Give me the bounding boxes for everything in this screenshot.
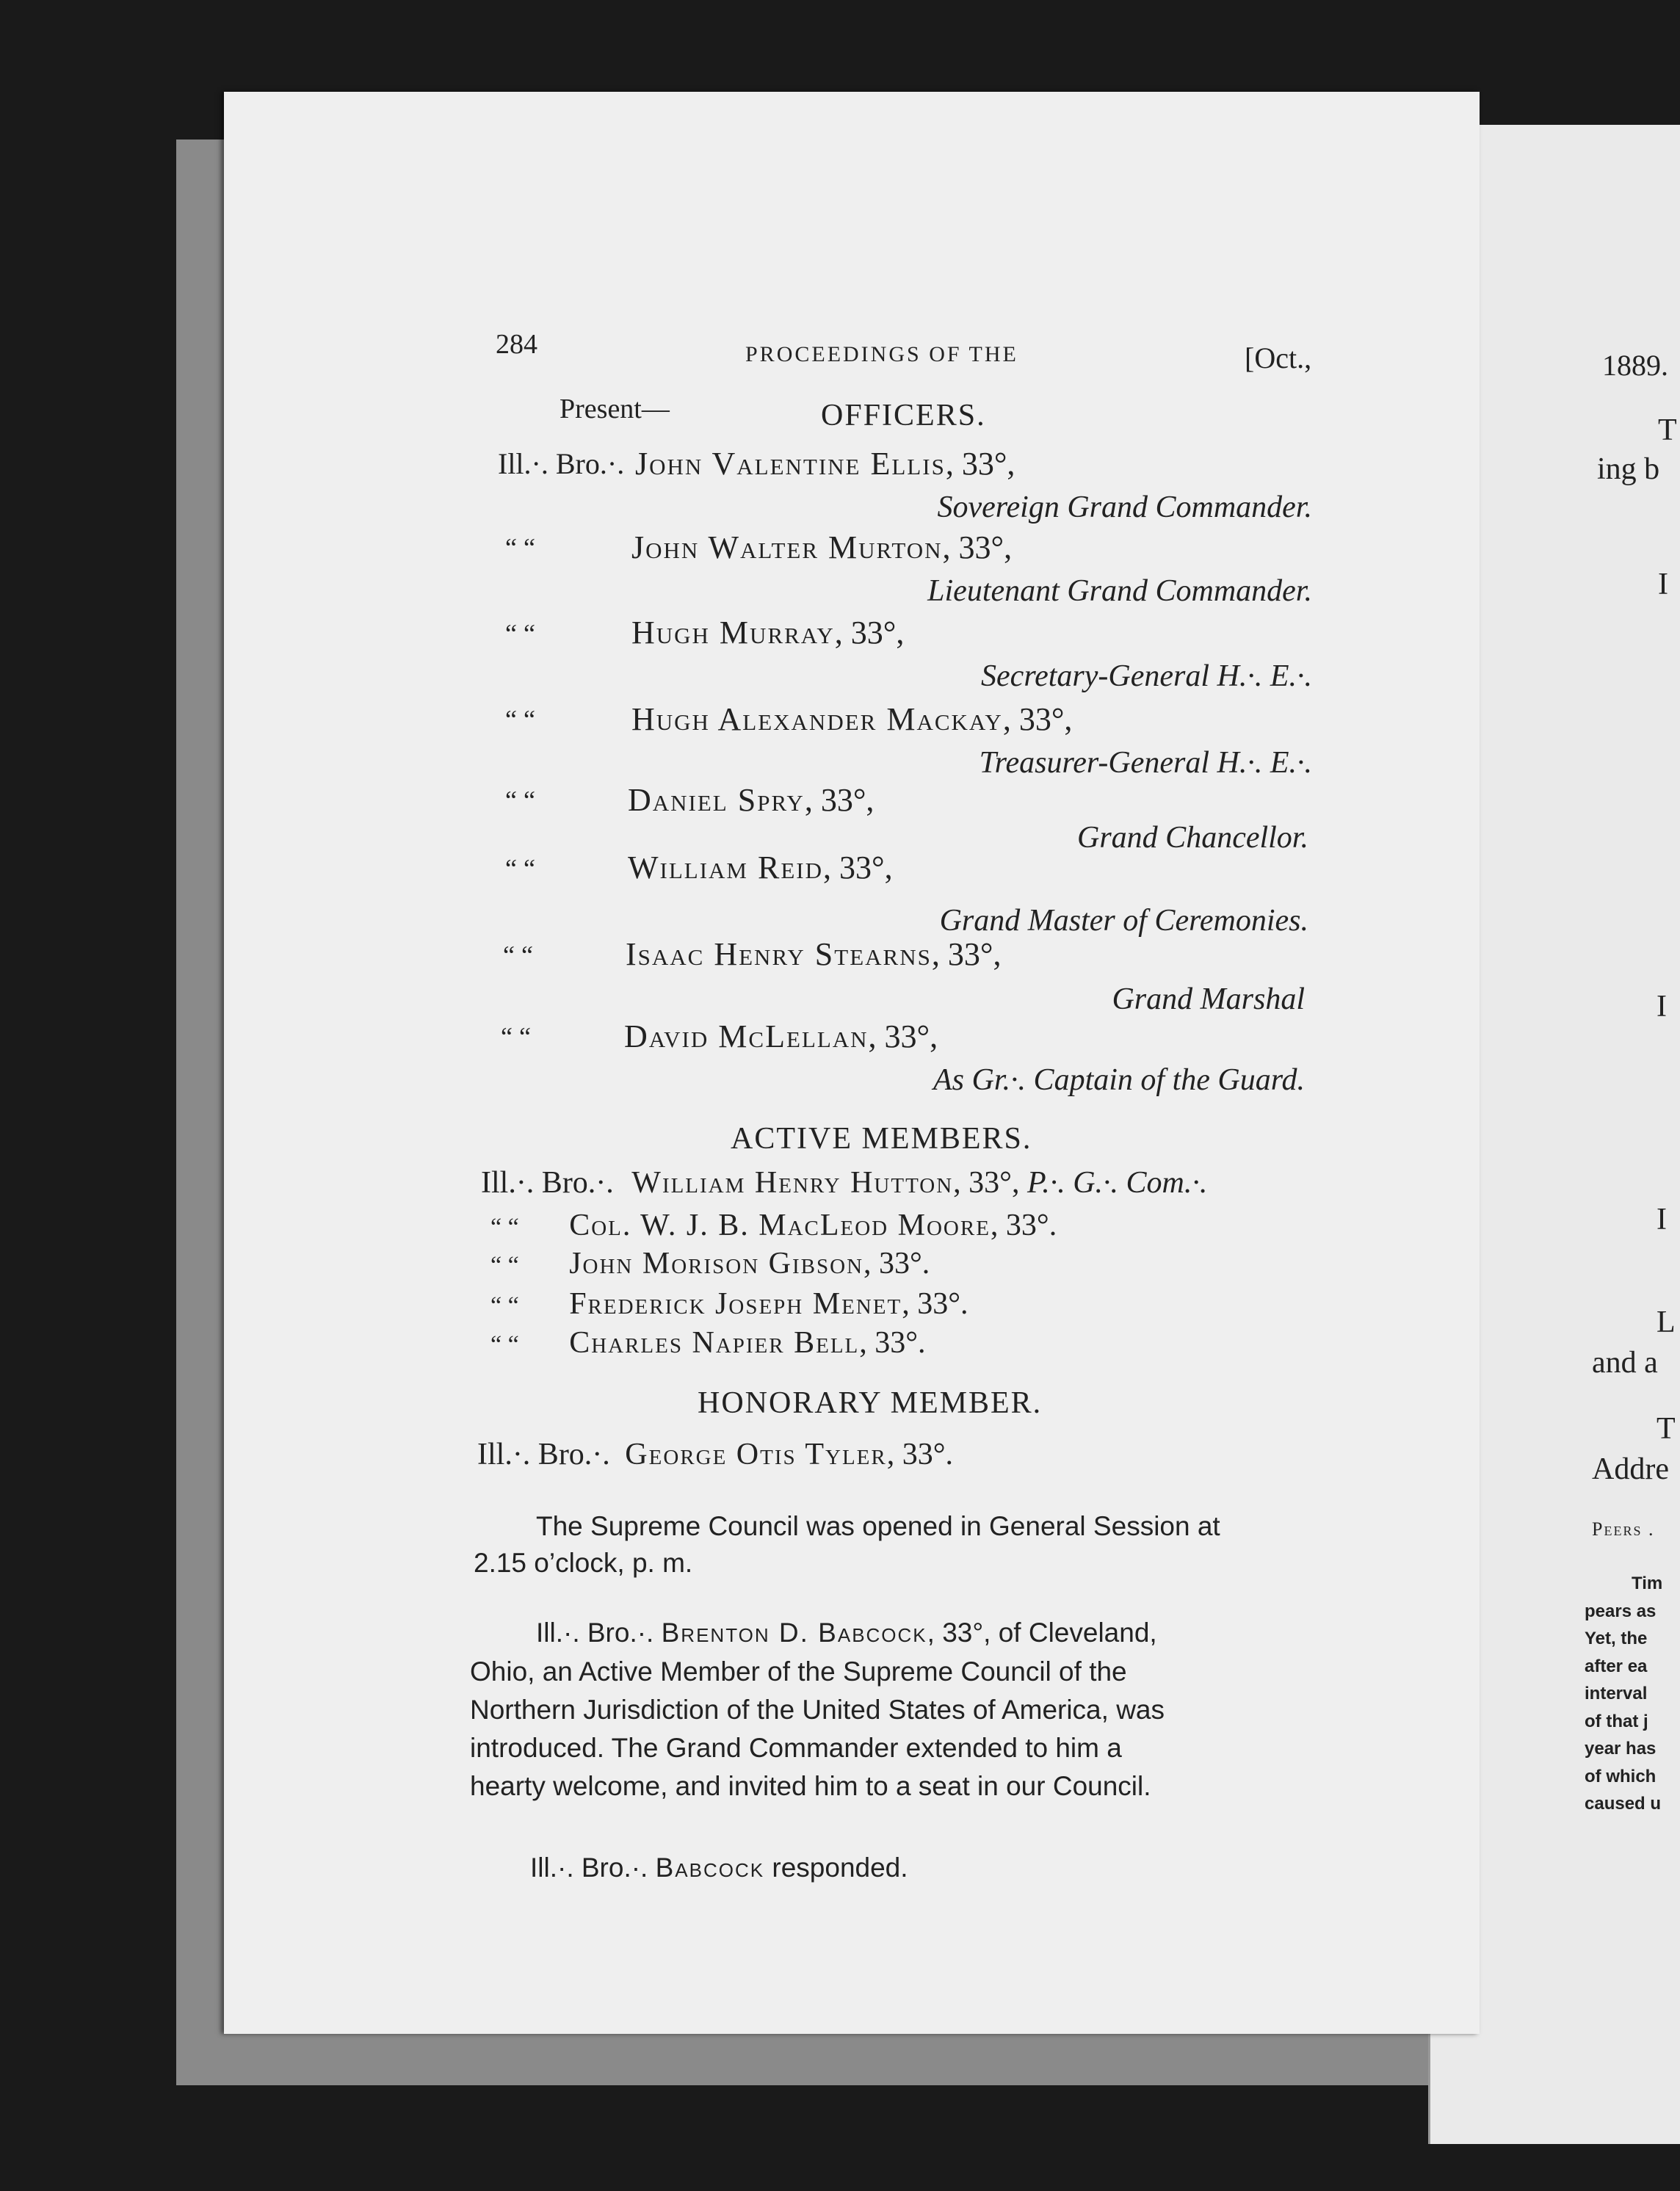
member-suffix: P.·. G.·. Com.·. <box>1027 1166 1208 1200</box>
ditto-mark: “ “ <box>505 619 535 648</box>
paragraph-line: The Supreme Council was opened in General Session at <box>536 1511 1220 1541</box>
officer-name: John Valentine Ellis <box>635 446 946 482</box>
paragraph-text: , 33°, of Cleveland, <box>927 1618 1157 1648</box>
text-fragment: and a <box>1592 1346 1658 1380</box>
officer-degree: , 33°, <box>804 782 875 818</box>
member-name: John Morison Gibson <box>569 1247 864 1281</box>
officer-prefix: Ill.·. Bro.·. <box>498 447 625 480</box>
officer-name: John Walter Murton <box>631 529 943 565</box>
officer-name: Daniel Spry <box>628 782 805 818</box>
officer-name: David McLellan <box>624 1018 869 1054</box>
member-name: Col. W. J. B. MacLeod Moore <box>569 1209 991 1242</box>
officer-degree: , 33°, <box>1002 701 1073 737</box>
officer-title: Sovereign Grand Commander. <box>937 490 1312 524</box>
ditto-mark: “ “ <box>505 533 535 562</box>
paragraph-line: Ohio, an Active Member of the Supreme Council of the <box>470 1656 1127 1687</box>
text-fragment: I <box>1657 1203 1667 1236</box>
person-name: Babcock <box>655 1853 765 1883</box>
officer-title: Lieutenant Grand Commander. <box>927 574 1312 608</box>
officer-name: Hugh Alexander Mackay <box>631 701 1003 737</box>
paragraph-line: hearty welcome, and invited him to a seat in our Council. <box>470 1771 1151 1801</box>
officer-name: Hugh Murray <box>631 615 835 651</box>
person-name: Brenton D. Babcock <box>661 1618 927 1648</box>
paragraph-line: introduced. The Grand Commander extended to him a <box>470 1733 1122 1763</box>
member-prefix: Ill.·. Bro.·. <box>481 1166 614 1200</box>
officer-degree: , 33°, <box>931 936 1002 972</box>
ditto-mark: “ “ <box>490 1252 519 1279</box>
officer-degree: , 33°, <box>942 529 1013 565</box>
text-fragment: Addre <box>1592 1452 1669 1486</box>
member-name: George Otis Tyler <box>625 1438 887 1471</box>
ditto-mark: “ “ <box>501 1022 531 1051</box>
member-degree: , 33°, <box>953 1166 1027 1200</box>
text-fragment: year has <box>1585 1739 1657 1759</box>
member-entry <box>490 1248 930 1279</box>
member-entry <box>490 1210 1057 1241</box>
active-members-heading: ACTIVE MEMBERS. <box>731 1122 1032 1156</box>
paragraph-text: Ill.·. Bro.·. <box>530 1853 656 1883</box>
text-fragment: L <box>1657 1305 1676 1339</box>
member-degree: , 33°. <box>990 1209 1057 1242</box>
text-fragment: of which <box>1585 1767 1657 1786</box>
officer-title: Grand Marshal <box>1112 982 1305 1016</box>
member-degree: , 33°. <box>902 1287 968 1321</box>
member-degree: , 33°. <box>863 1247 930 1281</box>
officer-name: Isaac Henry Stearns <box>626 936 932 972</box>
running-title: PROCEEDINGS OF THE <box>745 342 1018 366</box>
ditto-mark: “ “ <box>490 1292 519 1319</box>
member-name: Frederick Joseph Menet <box>569 1287 902 1321</box>
member-entry <box>481 1167 1207 1198</box>
text-fragment: pears as <box>1585 1601 1657 1621</box>
member-entry <box>490 1328 926 1358</box>
right-page-year: 1889. <box>1602 349 1668 382</box>
officer-title: Grand Master of Ceremonies. <box>939 904 1308 938</box>
date-note: [Oct., <box>1245 341 1312 374</box>
text-fragment: caused u <box>1585 1794 1662 1814</box>
present-label: Present— <box>560 394 670 424</box>
paragraph-line <box>536 1619 1157 1646</box>
officer-degree: , 33°, <box>868 1018 938 1054</box>
text-fragment: I <box>1657 990 1667 1024</box>
member-name: William Henry Hutton <box>631 1166 954 1200</box>
officer-degree: , 33°, <box>945 446 1015 482</box>
officer-degree: , 33°, <box>834 615 905 651</box>
text-fragment: T <box>1658 413 1677 447</box>
paragraph-line: Northern Jurisdiction of the United States of America, was <box>470 1695 1165 1725</box>
text-fragment: Yet, the <box>1585 1629 1648 1648</box>
text-fragment: Peers . <box>1592 1518 1655 1540</box>
ditto-mark: “ “ <box>505 705 535 734</box>
paragraph-line: 2.15 o’clock, p. m. <box>474 1548 693 1578</box>
paragraph-text: Ill.·. Bro.·. <box>536 1618 662 1648</box>
page-number: 284 <box>496 329 537 360</box>
text-fragment: ing b <box>1597 452 1660 486</box>
officer-title: Treasurer-General H.·. E.·. <box>979 746 1312 780</box>
officer-name: William Reid <box>628 850 823 886</box>
member-name: Charles Napier Bell <box>569 1326 860 1360</box>
officer-title: Secretary-General H.·. E.·. <box>981 659 1312 693</box>
member-prefix: Ill.·. Bro.·. <box>477 1438 610 1471</box>
honorary-member-entry <box>477 1439 953 1470</box>
officer-title: As Gr.·. Captain of the Guard. <box>933 1063 1305 1097</box>
text-fragment: T <box>1657 1412 1676 1446</box>
honorary-member-heading: HONORARY MEMBER. <box>698 1386 1043 1420</box>
text-fragment: interval <box>1585 1684 1648 1703</box>
member-degree: , 33°. <box>886 1438 954 1471</box>
ditto-mark: “ “ <box>490 1214 519 1241</box>
paragraph-text: responded. <box>764 1853 908 1883</box>
officer-degree: , 33°, <box>823 850 893 886</box>
responded-paragraph <box>530 1854 908 1881</box>
ditto-mark: “ “ <box>503 941 533 970</box>
ditto-mark: “ “ <box>490 1331 519 1358</box>
ditto-mark: “ “ <box>505 786 535 815</box>
text-fragment: Tim <box>1632 1573 1663 1593</box>
officers-heading: OFFICERS. <box>821 399 986 432</box>
ditto-mark: “ “ <box>505 854 535 883</box>
text-fragment: I <box>1658 568 1668 601</box>
text-fragment: of that j <box>1585 1712 1648 1731</box>
text-fragment: after ea <box>1585 1656 1648 1676</box>
officer-title: Grand Chancellor. <box>1077 821 1308 855</box>
member-degree: , 33°. <box>859 1326 926 1360</box>
member-entry <box>490 1289 968 1319</box>
